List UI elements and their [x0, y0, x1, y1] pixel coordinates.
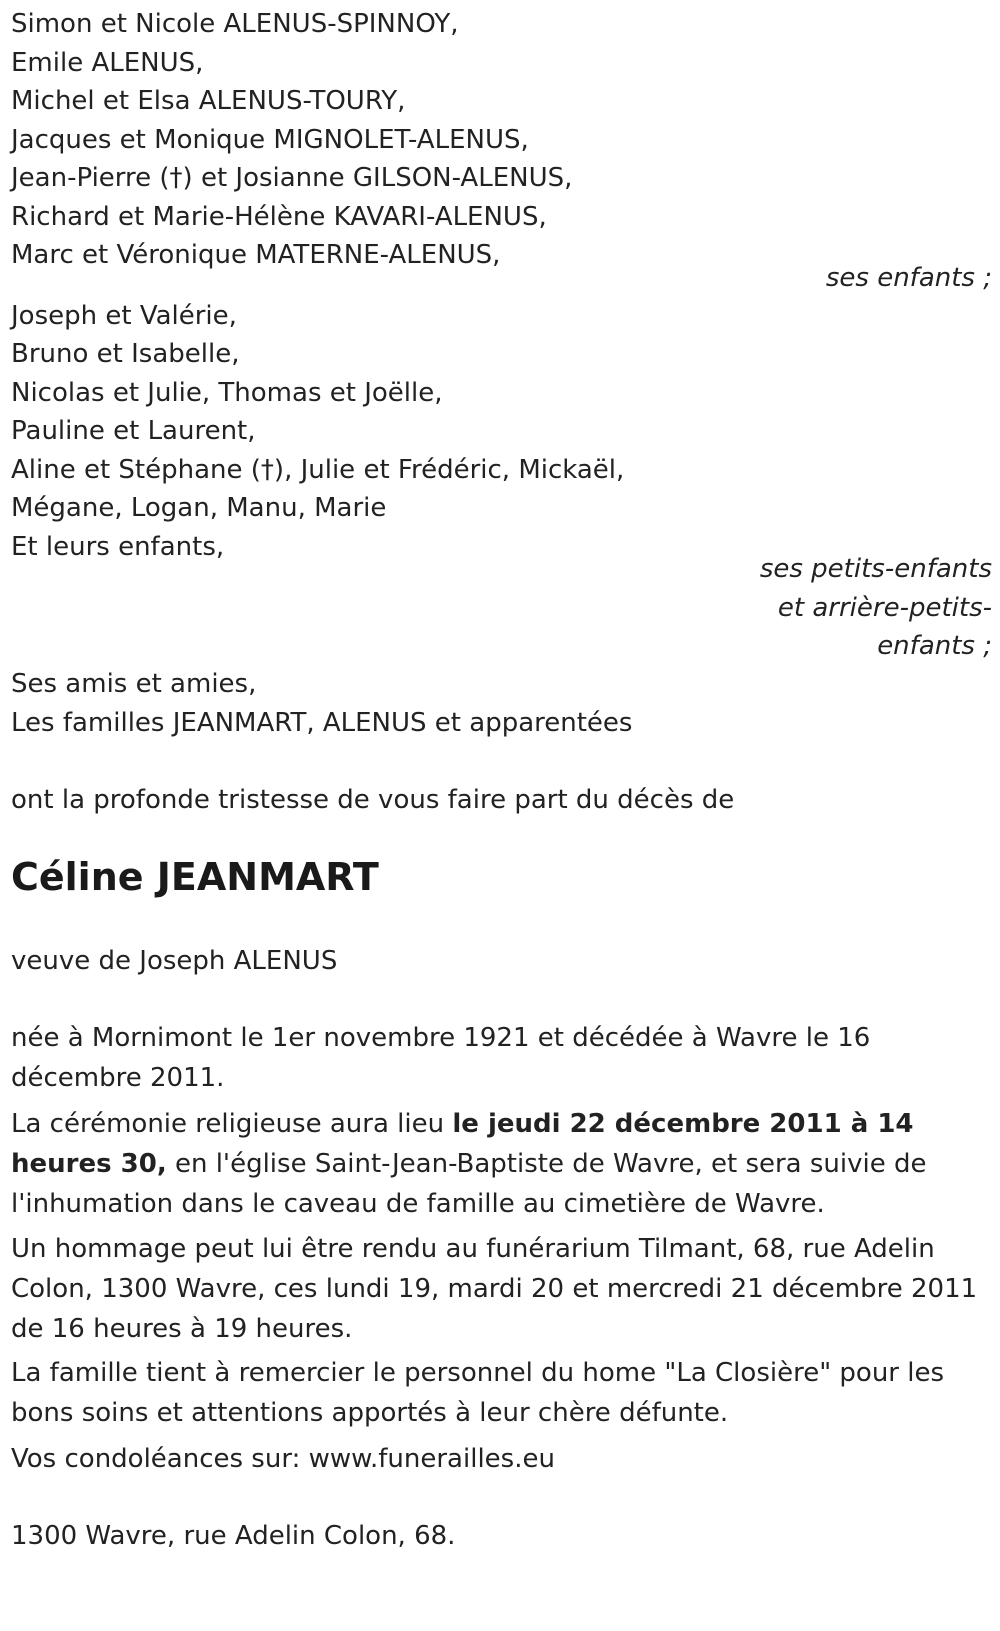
widow-of: veuve de Joseph ALENUS — [11, 946, 338, 976]
grandchild-line: Joseph et Valérie, — [11, 301, 237, 331]
birth-death-paragraph: née à Mornimont le 1er novembre 1921 et décédée à Wavre le 16 décembre 2011. — [11, 1023, 871, 1093]
condolences-line: Vos condoléances sur: www.funerailles.eu — [11, 1444, 555, 1474]
grandchild-line: Aline et Stéphane (†), Julie et Frédéric, Mickaël, — [11, 455, 625, 485]
child-line: Michel et Elsa ALENUS-TOURY, — [11, 86, 406, 116]
announcement: ont la profonde tristesse de vous faire part du décès de — [11, 785, 735, 815]
grandchildren-label-line: enfants ; — [877, 631, 992, 661]
families-line: Les familles JEANMART, ALENUS et apparentées — [11, 708, 633, 738]
child-line: Marc et Véronique MATERNE-ALENUS, — [11, 240, 501, 270]
child-line: Jean-Pierre (†) et Josianne GILSON-ALENUS, — [11, 163, 573, 193]
grandchild-line: Nicolas et Julie, Thomas et Joëlle, — [11, 378, 443, 408]
deceased-name: Céline JEANMART — [11, 855, 379, 899]
friends-line: Ses amis et amies, — [11, 669, 257, 699]
children-label: ses enfants ; — [825, 263, 992, 293]
grandchildren-label-line: et arrière-petits- — [777, 593, 992, 623]
child-line: Jacques et Monique MIGNOLET-ALENUS, — [11, 125, 529, 155]
grandchild-line: Et leurs enfants, — [11, 532, 225, 562]
grandchild-line: Bruno et Isabelle, — [11, 339, 240, 369]
thanks-paragraph: La famille tient à remercier le personnel du home "La Closière" pour les bons soins et attentions apportés à leur chère défunte. — [11, 1358, 945, 1428]
child-line: Emile ALENUS, — [11, 48, 204, 78]
ceremony-date: le jeudi 22 décembre 2011 à 14 heures 30, — [11, 1109, 914, 1179]
ceremony-paragraph — [11, 1104, 991, 1224]
ceremony-rest: en l'église Saint-Jean-Baptiste de Wavre, et sera suivie de l'inhumation dans le caveau de famille au cimetière de Wavre. — [11, 1149, 927, 1219]
child-line: Richard et Marie-Hélène KAVARI-ALENUS, — [11, 202, 547, 232]
child-line: Simon et Nicole ALENUS-SPINNOY, — [11, 9, 459, 39]
address-line: 1300 Wavre, rue Adelin Colon, 68. — [11, 1521, 456, 1551]
grandchild-line: Pauline et Laurent, — [11, 416, 256, 446]
tribute-paragraph: Un hommage peut lui être rendu au funérarium Tilmant, 68, rue Adelin Colon, 1300 Wavre, ces lundi 19, mardi 20 et mercredi 21 décembre 2011 de 16 heures à 19 heures. — [11, 1234, 978, 1344]
ceremony-intro: La cérémonie religieuse aura lieu — [11, 1109, 453, 1139]
grandchildren-label-line: ses petits-enfants — [759, 554, 992, 584]
grandchild-line: Mégane, Logan, Manu, Marie — [11, 493, 387, 523]
